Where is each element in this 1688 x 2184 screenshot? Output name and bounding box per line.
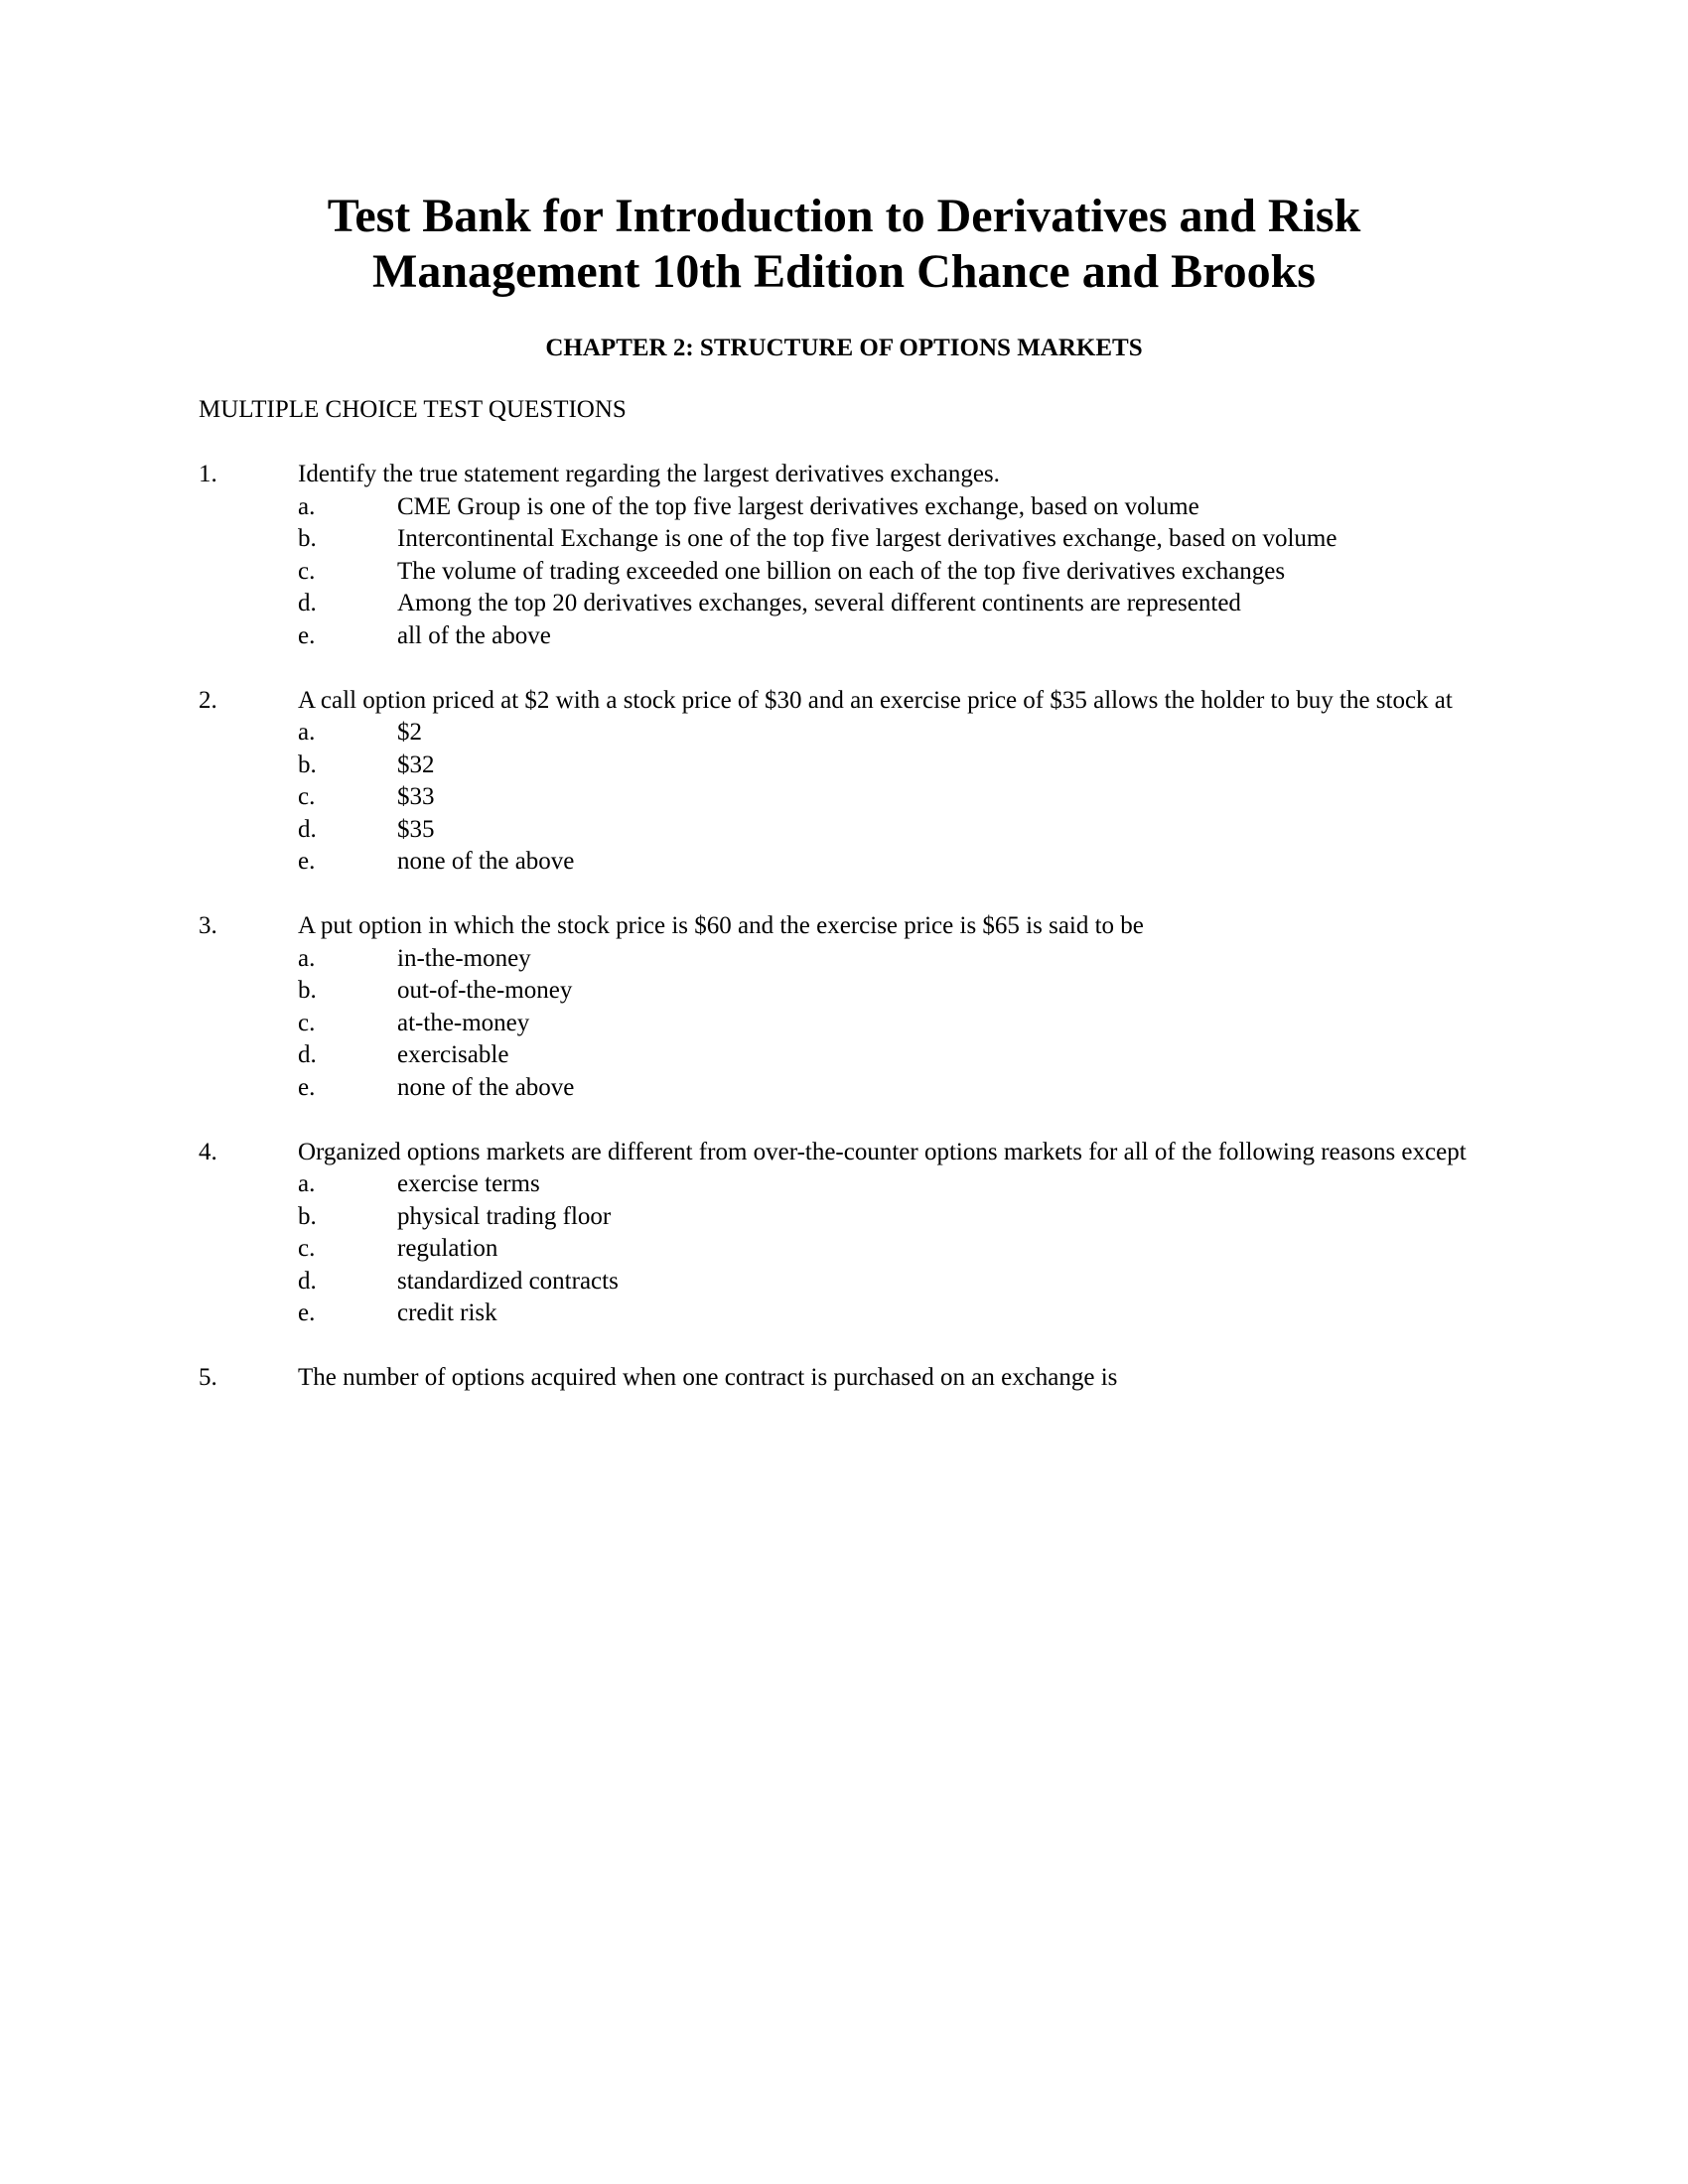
option-letter: e.: [298, 621, 316, 649]
option-text: Among the top 20 derivatives exchanges, several different continents are represented: [397, 590, 1241, 616]
title-line-2: Management 10th Edition Chance and Brooks: [372, 245, 1316, 298]
option-text: out-of-the-money: [397, 977, 573, 1004]
option-e: [298, 1297, 1489, 1330]
option-text: exercisable: [397, 1041, 509, 1068]
option-text: Intercontinental Exchange is one of the top five largest derivatives exchange, based on volume: [397, 525, 1337, 552]
option-text: The volume of trading exceeded one billion on each of the top five derivatives exchanges: [397, 557, 1286, 585]
option-text: at-the-money: [397, 1009, 530, 1036]
option-letter: e.: [298, 848, 316, 875]
option-text: $35: [397, 815, 435, 843]
option-letter: c.: [298, 557, 316, 585]
option-text: standardized contracts: [397, 1267, 619, 1295]
option-a: [298, 1168, 1489, 1201]
option-b: [298, 523, 1489, 556]
option-b: [298, 750, 1489, 782]
option-text: $2: [397, 719, 422, 746]
option-b: [298, 975, 1489, 1008]
option-c: [298, 781, 1489, 814]
option-text: regulation: [397, 1235, 498, 1262]
option-letter: c.: [298, 1009, 316, 1036]
question-4: [199, 1137, 1489, 1330]
question-number: 3.: [199, 912, 217, 939]
option-e: [298, 1072, 1489, 1105]
option-text: $33: [397, 783, 435, 810]
question-number: 5.: [199, 1364, 217, 1391]
option-a: [298, 717, 1489, 750]
question-1: [199, 459, 1489, 652]
option-letter: a.: [298, 944, 316, 972]
option-d: [298, 814, 1489, 847]
option-text: none of the above: [397, 848, 575, 875]
option-d: [298, 1266, 1489, 1298]
option-text: CME Group is one of the top five largest derivatives exchange, based on volume: [397, 492, 1199, 520]
option-e: [298, 846, 1489, 879]
option-text: none of the above: [397, 1073, 575, 1101]
question-2: [199, 685, 1489, 879]
question-text: A put option in which the stock price is $60 and the exercise price is $65 is said to be: [298, 912, 1144, 939]
option-b: [298, 1201, 1489, 1234]
option-a: [298, 943, 1489, 976]
title-line-1: Test Bank for Introduction to Derivatives and Risk: [327, 190, 1361, 242]
option-letter: c.: [298, 783, 316, 810]
option-c: [298, 1233, 1489, 1266]
option-e: [298, 620, 1489, 653]
option-c: [298, 556, 1489, 589]
option-letter: c.: [298, 1235, 316, 1262]
document-title: [0, 189, 1688, 300]
question-text: Identify the true statement regarding the largest derivatives exchanges.: [298, 461, 1000, 487]
option-text: all of the above: [397, 621, 551, 649]
option-letter: a.: [298, 1170, 316, 1197]
option-letter: d.: [298, 590, 317, 616]
option-text: credit risk: [397, 1299, 497, 1326]
question-text: Organized options markets are different from over-the-counter options markets for all of the following reasons except: [298, 1138, 1467, 1165]
question-3: [199, 910, 1489, 1104]
question-number: 4.: [199, 1138, 217, 1165]
option-letter: a.: [298, 719, 316, 746]
option-text: $32: [397, 751, 435, 778]
option-text: exercise terms: [397, 1170, 540, 1197]
option-letter: d.: [298, 1041, 317, 1068]
question-number: 1.: [199, 461, 217, 487]
option-letter: b.: [298, 1202, 317, 1230]
question-number: 2.: [199, 686, 217, 714]
option-c: [298, 1008, 1489, 1040]
option-letter: b.: [298, 751, 317, 778]
section-heading: MULTIPLE CHOICE TEST QUESTIONS: [199, 396, 627, 423]
option-letter: d.: [298, 1267, 317, 1295]
question-5: [199, 1362, 1489, 1395]
question-text: A call option priced at $2 with a stock price of $30 and an exercise price of $35 allows the holder to buy the stock at: [298, 686, 1453, 714]
option-letter: e.: [298, 1299, 316, 1326]
option-letter: a.: [298, 492, 316, 520]
chapter-heading: CHAPTER 2: STRUCTURE OF OPTIONS MARKETS: [545, 335, 1143, 361]
option-letter: e.: [298, 1073, 316, 1101]
option-letter: d.: [298, 815, 317, 843]
option-d: [298, 1039, 1489, 1072]
option-text: in-the-money: [397, 944, 531, 972]
option-letter: b.: [298, 977, 317, 1004]
question-text: The number of options acquired when one contract is purchased on an exchange is: [298, 1364, 1118, 1391]
option-text: physical trading floor: [397, 1202, 612, 1230]
option-d: [298, 588, 1489, 620]
option-letter: b.: [298, 525, 317, 552]
question-list: [199, 459, 1489, 1427]
option-a: [298, 491, 1489, 524]
